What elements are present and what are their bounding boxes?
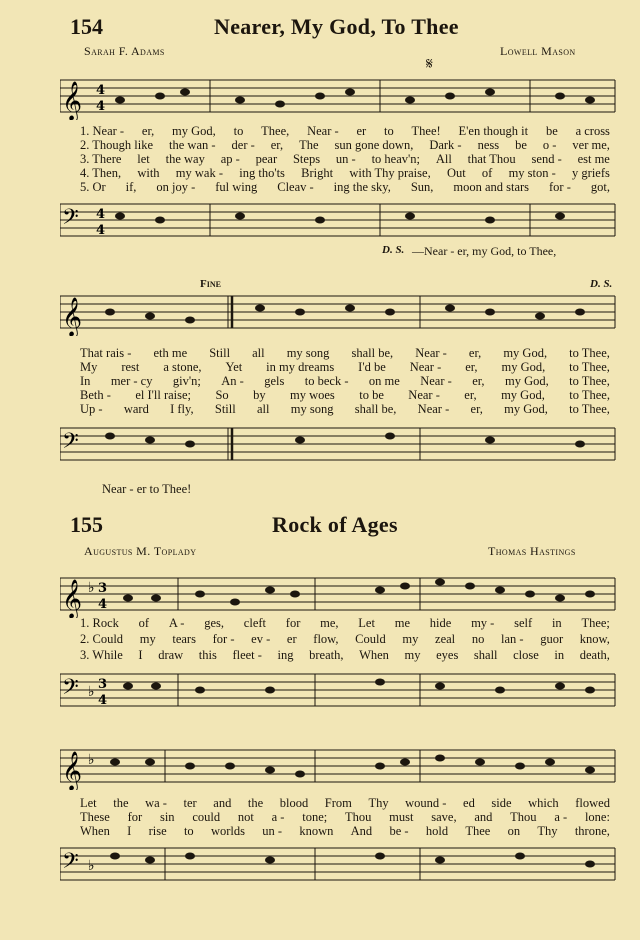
svg-text:4: 4 [96, 223, 106, 238]
verse-5-line-154b: Up - ward I fly, Still all my song shall be, Near - er, my God, to Thee, [80, 402, 610, 416]
verse-4-line-154a: 4. Then, with my wak - ing tho'ts Bright with Thy praise, Out of my ston - y griefs [80, 166, 610, 180]
verse-2-line-155a: 2. Could my tears for - ev - er flow, Could my zeal no lan - guor know, [80, 632, 610, 646]
composer-credit-155: Thomas Hastings [488, 544, 576, 558]
verse-3-line-155a: 3. While I draw this fleet - ing breath, When my eyes shall close in death, [80, 648, 610, 662]
composer-credit-154: Lowell Mason [500, 44, 576, 58]
verse-1-line-155b: Let the wa - ter and the blood From Thy wound - ed side which flowed [80, 796, 610, 810]
svg-text:𝄢: 𝄢 [62, 849, 79, 879]
svg-text:3: 3 [98, 677, 108, 692]
verse-1-line-155a: 1. Rock of A - ges, cleft for me, Let me hide my - self in Thee; [80, 616, 610, 630]
verse-2-line-154a: 2. Though like the wan - der - er, The sun gone down, Dark - ness be o - ver me, [80, 138, 610, 152]
svg-text:𝄞: 𝄞 [62, 579, 83, 618]
verse-3-line-155b: When I rise to worlds un - known And be - hold Thee on Thy throne, [80, 824, 610, 838]
verse-3-line-154a: 3. There let the way ap - pear Steps un - to heav'n; All that Thou send - est me [80, 152, 610, 166]
hymn-title-154: Nearer, My God, To Thee [214, 14, 459, 39]
svg-text:𝄞: 𝄞 [62, 751, 83, 790]
verse-1-line-154a: 1. Near - er, my God, to Thee, Near - er to Thee! E'en though it be a cross [80, 124, 610, 138]
verse-1-line-154b: That rais - eth me Still all my song shall be, Near - er, my God, to Thee, [80, 346, 610, 360]
hymn-number-154: 154 [70, 14, 103, 39]
treble-staff-155-b [60, 742, 620, 790]
svg-text:♭: ♭ [88, 684, 95, 700]
svg-text:𝄢: 𝄢 [62, 675, 79, 705]
treble-staff-154-a [60, 72, 620, 120]
verse-2-line-154b: My rest a stone, Yet in my dreams I'd be Near - er, my God, to Thee, [80, 360, 610, 374]
svg-text:𝄢: 𝄢 [62, 429, 79, 459]
bass-staff-154-b [60, 420, 620, 468]
author-credit-154: Sarah F. Adams [84, 44, 165, 58]
bass-staff-155-a [60, 666, 620, 714]
svg-text:4: 4 [96, 83, 106, 98]
svg-text:𝄞: 𝄞 [62, 297, 83, 336]
ds-marker: D. S. [382, 244, 405, 256]
ds-refrain-text: —Near - er, my God, to Thee, [412, 244, 557, 258]
svg-text:4: 4 [96, 207, 106, 222]
ending-lyric-154: Near - er to Thee! [102, 482, 192, 496]
svg-text:♭: ♭ [88, 752, 95, 768]
ds-marker-end: D. S. [590, 278, 613, 290]
verse-4-line-154b: Beth - el I'll raise; So by my woes to be Near - er, my God, to Thee, [80, 388, 610, 402]
hymn-number-155: 155 [70, 512, 103, 537]
fine-marker: Fine [200, 278, 221, 290]
segno-icon: 𝄋 [426, 56, 433, 73]
svg-text:𝄢: 𝄢 [62, 205, 79, 235]
verse-3-line-154b: In mer - cy giv'n; An - gels to beck - on me Near - er, my God, to Thee, [80, 374, 610, 388]
svg-text:4: 4 [98, 597, 108, 612]
verse-2-line-155b: These for sin could not a - tone; Thou must save, and Thou a - lone: [80, 810, 610, 824]
svg-text:♭: ♭ [88, 580, 95, 596]
hymn-title-155: Rock of Ages [272, 512, 398, 537]
svg-text:♭: ♭ [88, 858, 95, 874]
bass-staff-155-b [60, 840, 620, 888]
treble-staff-154-b [60, 288, 620, 336]
bass-staff-154-a [60, 196, 620, 244]
svg-text:𝄞: 𝄞 [62, 81, 83, 120]
verse-5-line-154a: 5. Or if, on joy - ful wing Cleav - ing the sky, Sun, moon and stars for - got, [80, 180, 610, 194]
treble-staff-155-a [60, 570, 620, 618]
author-credit-155: Augustus M. Toplady [84, 544, 197, 558]
svg-text:4: 4 [98, 693, 108, 708]
svg-text:3: 3 [98, 581, 108, 596]
svg-text:4: 4 [96, 99, 106, 114]
